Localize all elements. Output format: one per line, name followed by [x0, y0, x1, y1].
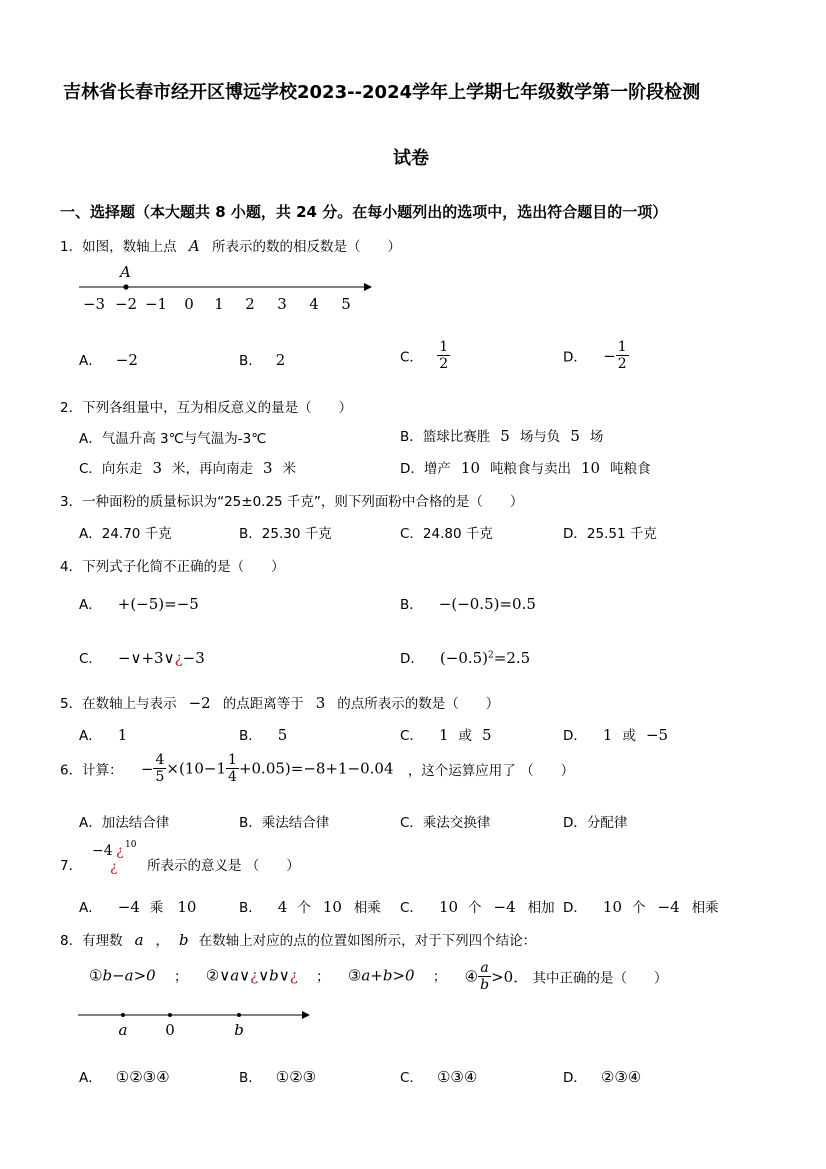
q2-option-c[interactable]: C．向东走 3 米，再向南走 3 米	[79, 459, 297, 477]
q6-option-c[interactable]: C．乘法交换律	[400, 815, 491, 831]
q8-axis-label: a	[118, 1021, 128, 1039]
q8-stem: 8．有理数 a ， b 在数轴上对应的点的位置如图所示，对于下列四个结论：	[60, 931, 537, 949]
q7-option-a[interactable]: A． −4 乘 10	[79, 898, 197, 916]
q1-axis-tick-label: −2	[114, 295, 138, 313]
q1-axis-point-label: A	[120, 263, 131, 281]
q7-label: 7．	[60, 858, 83, 874]
q4-option-a[interactable]: A． +(−5)=−5	[79, 595, 199, 613]
q1-stem: 1．如图，数轴上点 A 所表示的数的相反数是（ ）	[60, 237, 402, 255]
q7-option-b[interactable]: B． 4 个 10 相乘	[239, 898, 381, 916]
q3-option-d[interactable]: D．25.51 千克	[563, 526, 657, 542]
q1-option-c[interactable]: C． $\frac{1}{2}$	[400, 339, 449, 372]
q6-stem: 6．计算： − $\frac{4}{5}$ ×(10−1 $\frac{1}{4}$ +0.05)=−8+1−0.04 ，这个运算应用了 （ ）	[60, 752, 575, 785]
q8-axis-label: b	[234, 1021, 244, 1039]
q6-option-b[interactable]: B．乘法结合律	[239, 815, 330, 831]
q2-stem: 2．下列各组量中，互为相反意义的量是（ ）	[60, 400, 353, 416]
q4-stem: 4．下列式子化简不正确的是（ ）	[60, 559, 285, 575]
q8-option-a[interactable]: A． ①②③④	[79, 1068, 170, 1086]
q3-stem: 3．一种面粉的质量标识为“25±0.25 千克”，则下列面粉中合格的是（ ）	[60, 494, 524, 510]
q6-option-d[interactable]: D．分配律	[563, 815, 628, 831]
q1-axis-tick-label: −3	[82, 295, 106, 313]
q5-option-b[interactable]: B． 5	[239, 726, 288, 744]
page-title: 吉林省长春市经开区博远学校2023--2024学年上学期七年级数学第一阶段检测	[63, 82, 701, 103]
q1-axis-tick-label: 4	[309, 295, 319, 313]
q5-option-c[interactable]: C． 1 或 5	[400, 726, 492, 744]
q5-option-a[interactable]: A． 1	[79, 726, 128, 744]
q7-stem: 所表示的意义是 （ ）	[147, 858, 300, 874]
q1-axis-tick-label: 3	[277, 295, 287, 313]
q1-axis-tick-label: 5	[341, 295, 351, 313]
q1-number-line	[74, 262, 374, 317]
q4-option-b[interactable]: B． −(−0.5)=0.5	[400, 595, 536, 613]
q2-option-d[interactable]: D．增产 10 吨粮食与卖出 10 吨粮食	[400, 459, 651, 477]
q8-number-line	[76, 1005, 316, 1041]
q1-axis-tick-label: 2	[245, 295, 255, 313]
q6-option-a[interactable]: A．加法结合律	[79, 815, 170, 831]
q7-expression: −4 ¿ 10 ¿	[92, 840, 137, 875]
q1-option-b[interactable]: B． 2	[239, 351, 286, 369]
q2-option-a[interactable]: A．气温升高 3℃与气温为-3℃	[79, 431, 267, 447]
page-title-line2: 试卷	[393, 148, 429, 169]
q7-option-c[interactable]: C． 10 个 −4 相加	[400, 898, 555, 916]
q3-option-a[interactable]: A．24.70 千克	[79, 526, 172, 542]
q8-conclusions: ①b−a>0 ； ②∨a∨¿∨b∨¿ ； ③a+b>0 ； ④ $\frac{a}{b}$ >0． 其中正确的是（ ）	[89, 960, 668, 993]
q8-axis-label: 0	[165, 1021, 175, 1039]
q8-option-c[interactable]: C． ①③④	[400, 1068, 478, 1086]
q5-option-d[interactable]: D． 1 或 −5	[563, 726, 669, 744]
q3-option-c[interactable]: C．24.80 千克	[400, 526, 493, 542]
q1-axis-tick-label: 0	[184, 295, 194, 313]
q8-option-b[interactable]: B． ①②③	[239, 1068, 317, 1086]
q8-option-d[interactable]: D． ②③④	[563, 1068, 642, 1086]
q1-axis-tick-label: −1	[144, 295, 168, 313]
q1-option-a[interactable]: A． −2	[79, 351, 138, 369]
section-heading: 一、选择题（本大题共 8 小题，共 24 分。在每小题列出的选项中，选出符合题目的一项）	[60, 203, 668, 221]
q1-option-d[interactable]: D． − $\frac{1}{2}$	[563, 339, 627, 372]
q4-option-c[interactable]: C． −∨+3∨¿−3	[79, 649, 205, 667]
q3-option-b[interactable]: B．25.30 千克	[239, 526, 332, 542]
q4-option-d[interactable]: D． $(-0.5)^2=2.5$	[400, 649, 531, 667]
q5-stem: 5．在数轴上与表示 −2 的点距离等于 3 的点所表示的数是（ ）	[60, 694, 500, 712]
q7-option-d[interactable]: D． 10 个 −4 相乘	[563, 898, 719, 916]
q2-option-b[interactable]: B．篮球比赛胜 5 场与负 5 场	[400, 427, 604, 445]
q1-axis-tick-label: 1	[214, 295, 224, 313]
